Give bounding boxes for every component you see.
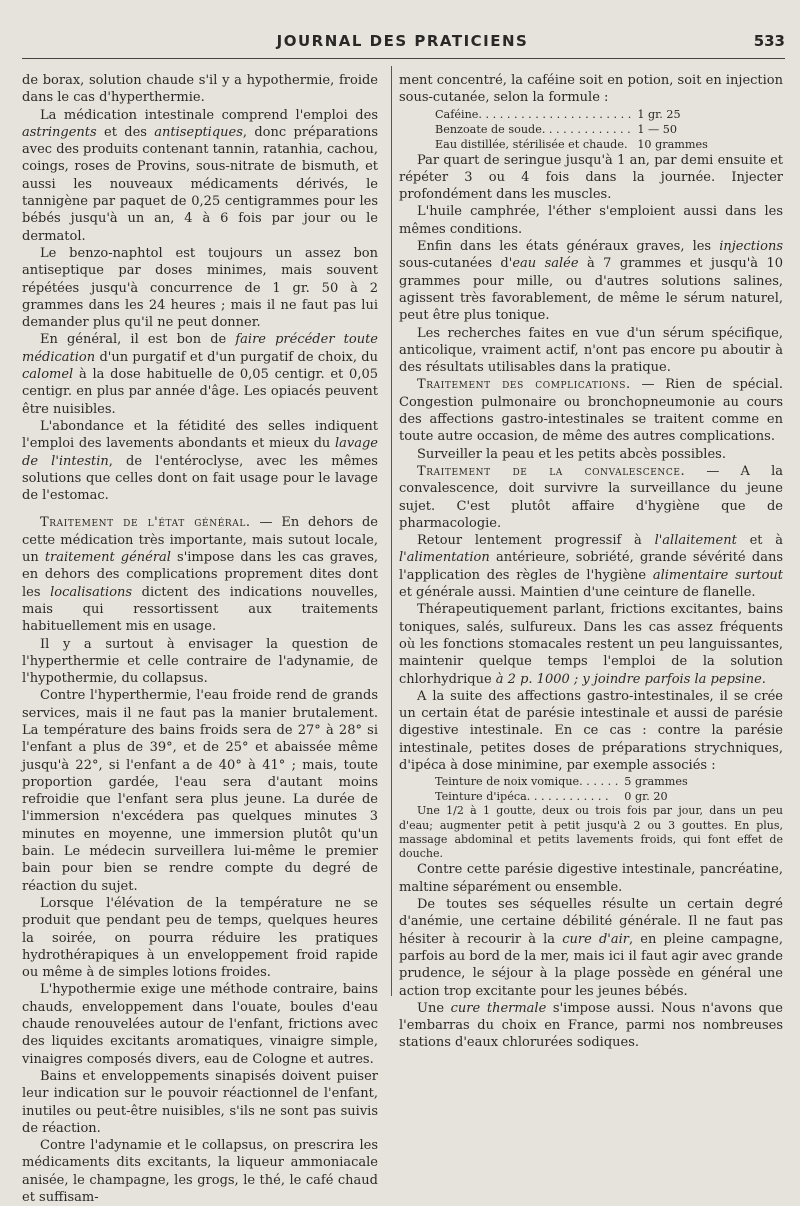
paragraph: En général, il est bon de faire précéder toute médication d'un purgatif et d'un purgatif de choix, du calomel à la dose habituelle de 0,05 centigr. et 0,05 centigr. en plus par année d'âge. Les opiacés peuvent être nuisibles. bbox=[22, 332, 378, 417]
paragraph: ment concentré, la caféine soit en potion, soit en injection sous-cutanée, selon la formule : bbox=[399, 73, 783, 106]
formula-row: Caféine. . . . . . . . . . . . . . . . . . . . . . 1 gr. 25 bbox=[435, 107, 681, 121]
prescription-formula bbox=[435, 774, 688, 804]
column-divider bbox=[391, 66, 392, 996]
dosage-note: Une 1/2 à 1 goutte, deux ou trois fois par jour, dans un peu d'eau; augmenter petit à petit jusqu'à 2 ou 3 gouttes. En plus, massage abdominal et petits lavements froids, qui font effet de douche. bbox=[399, 804, 783, 861]
paragraph: de borax, solution chaude s'il y a hypothermie, froide dans le cas d'hyperthermie. bbox=[22, 73, 378, 106]
right-column bbox=[399, 72, 783, 1052]
section-heading: Traitement de l'état général. bbox=[40, 515, 251, 531]
section-paragraph: Traitement des complications. — Rien de spécial. Congestion pulmonaire ou bronchopneumonie au cours des affections gastro-intestinales se traitent comme en toute autre occasion, de même des autres complications. bbox=[399, 377, 783, 445]
paragraph: Par quart de seringue jusqu'à 1 an, par demi ensuite et répéter 3 ou 4 fois dans la journée. Injecter profondément dans les muscles. bbox=[399, 152, 783, 203]
paragraph: Il y a surtout à envisager la question de l'hyperthermie et celle contraire de l'adynamie, de l'hypothermie, du collapsus. bbox=[22, 636, 378, 687]
section-paragraph: Traitement de la convalescence. — A la convalescence, doit survivre la surveillance du jeune sujet. C'est plutôt affaire d'hygiène que de pharmacologie. bbox=[399, 463, 783, 531]
left-column bbox=[22, 72, 378, 1206]
paragraph: De toutes ses séquelles résulte un certain degré d'anémie, une certaine débilité générale. Il ne faut pas hésiter à recourir à la cure d'air, en pleine campagne, parfois au bord de la mer, mais ici il faut agir avec grande prudence, le séjour à la plage possède en général une action trop excitante pour les jeunes bébés. bbox=[399, 897, 783, 999]
paragraph: Les recherches faites en vue d'un sérum spécifique, anticolique, vraiment actif, n'ont pas encore pu aboutir à des résultats utilisables dans la pratique. bbox=[399, 325, 783, 376]
page-number: 533 bbox=[753, 32, 785, 50]
paragraph: Contre cette parésie digestive intestinale, pancréatine, maltine séparément ou ensemble. bbox=[399, 862, 783, 895]
page-header bbox=[20, 32, 785, 54]
formula-row: Eau distillée, stérilisée et chaude. 10 grammes bbox=[435, 137, 708, 151]
paragraph: Contre l'adynamie et le collapsus, on prescrira les médicaments dits excitants, la liqueur ammoniacale anisée, le champagne, les grogs, le thé, le café chaud et suffisam- bbox=[22, 1138, 378, 1205]
paragraph: A la suite des affections gastro-intestinales, il se crée un certain état de parésie intestinale et aussi de parésie digestive intestinale. En ce cas : contre la parésie intestinale, petites doses de préparations strychniques, d'ipéca à dose minimine, par exemple associés : bbox=[399, 688, 783, 773]
section-paragraph: Traitement de l'état général. — En dehors de cette médication très importante, mais sutout locale, un traitement général s'impose dans les cas graves, en dehors des complications proprement dites dont les localisations dictent des indications nouvelles, mais qui ressortissent aux traitements habituellement mis en usage. bbox=[22, 515, 378, 635]
section-heading: Traitement de la convalescence. bbox=[417, 463, 686, 479]
header-rule bbox=[22, 58, 785, 59]
prescription-formula bbox=[435, 107, 708, 152]
paragraph: Surveiller la peau et les petits abcès possibles. bbox=[417, 446, 726, 462]
paragraph: Thérapeutiquement parlant, frictions excitantes, bains toniques, salés, sulfureux. Dans les cas assez fréquents où les fonctions stomacales restent un peu languissantes, maintenir quelque temps l'emploi de la solution chlorhydrique à 2 p. 1000 ; y joindre parfois la pepsine. bbox=[399, 602, 783, 687]
paragraph: Retour lentement progressif à l'allaitement et à l'alimentation antérieure, sobriété, grande sévérité dans l'application des règles de l'hygiène alimentaire surtout et générale aussi. Maintien d'une ceinture de flanelle. bbox=[399, 533, 783, 601]
paragraph: Une cure thermale s'impose aussi. Nous n'avons que l'embarras du choix en France, parmi nos nombreuses stations d'eaux chlorurées sodiques. bbox=[399, 1000, 783, 1051]
journal-title: JOURNAL DES PRATICIENS bbox=[276, 32, 529, 50]
paragraph: L'huile camphrée, l'éther s'emploient aussi dans les mêmes conditions. bbox=[399, 204, 783, 237]
formula-row: Teinture de noix vomique. . . . . . 5 grammes bbox=[435, 775, 688, 789]
paragraph: L'hypothermie exige une méthode contraire, bains chauds, enveloppement dans l'ouate, boules d'eau chaude renouvelées autour de l'enfant, frictions avec des liquides excitants aromatiques, vinaigre simple, vinaigres composés divers, eau de Cologne et autres. bbox=[22, 982, 378, 1067]
formula-row: Teinture d'ipéca. . . . . . . . . . . . 0 gr. 20 bbox=[435, 790, 668, 804]
section-heading: Traitement des complications. bbox=[417, 377, 631, 393]
paragraph: Lorsque l'élévation de la température ne se produit que pendant peu de temps, quelques heures la soirée, on pourra réduire les pratiques hydrothérapiques à un enveloppement froid rapide ou même à de simples lotions froides. bbox=[22, 895, 378, 981]
paragraph: Le benzo-naphtol est toujours un assez bon antiseptique par doses minimes, mais souvent répétées jusqu'à concurrence de 1 gr. 50 à 2 grammes dans les 24 heures ; mais il ne faut pas lui demander plus qu'il ne peut donner. bbox=[22, 245, 378, 331]
paragraph: Contre l'hyperthermie, l'eau froide rend de grands services, mais il ne faut pas la manier brutalement. La température des bains froids sera de 27° à 28° si l'enfant a plus de 39°, et de 25° et abaissée même jusqu'à 22°, si l'enfant a de 40° à 41° ; mais, toute proportion gardée, l'eau sera d'autant moins refroidie que l'enfant sera plus jeune. La durée de l'immersion n'excédera pas quelques minutes 3 minutes en moyenne, une immersion plutôt qu'un bain. Le médecin surveillera lui-même le premier bain pour bien se rendre compte du degré de réaction du sujet. bbox=[22, 688, 378, 894]
paragraph: Bains et enveloppements sinapisés doivent puiser leur indication sur le pouvoir réactionnel de l'enfant, inutiles ou peut-être nuisibles, s'ils ne sont pas suivis de réaction. bbox=[22, 1068, 378, 1136]
formula-row: Benzoate de soude. . . . . . . . . . . . . 1 — 50 bbox=[435, 122, 677, 136]
paragraph: L'abondance et la fétidité des selles indiquent l'emploi des lavements abondants et mieux du lavage de l'intestin, de l'entéroclyse, avec les mêmes solutions que celles dont on fait usage pour le lavage de l'estomac. bbox=[22, 418, 378, 504]
paragraph: La médication intestinale comprend l'emploi des astringents et des antiseptiques, donc préparations avec des produits contenant tannin, ratanhia, cachou, coings, roses de Provins, sous-nitrate de bismuth, et aussi les nouveaux médicaments dérivés, le tannigène par paquet de 0,25 centigrammes pour les bébés jusqu'à un an, 4 à 6 fois par jour ou le dermatol. bbox=[22, 107, 378, 244]
paragraph: Enfin dans les états généraux graves, les injections sous-cutanées d'eau salée à 7 grammes et jusqu'à 10 grammes pour mille, ou d'autres solutions salines, agissent très favorablement, de même le sérum naturel, peut être plus tonique. bbox=[399, 239, 783, 324]
